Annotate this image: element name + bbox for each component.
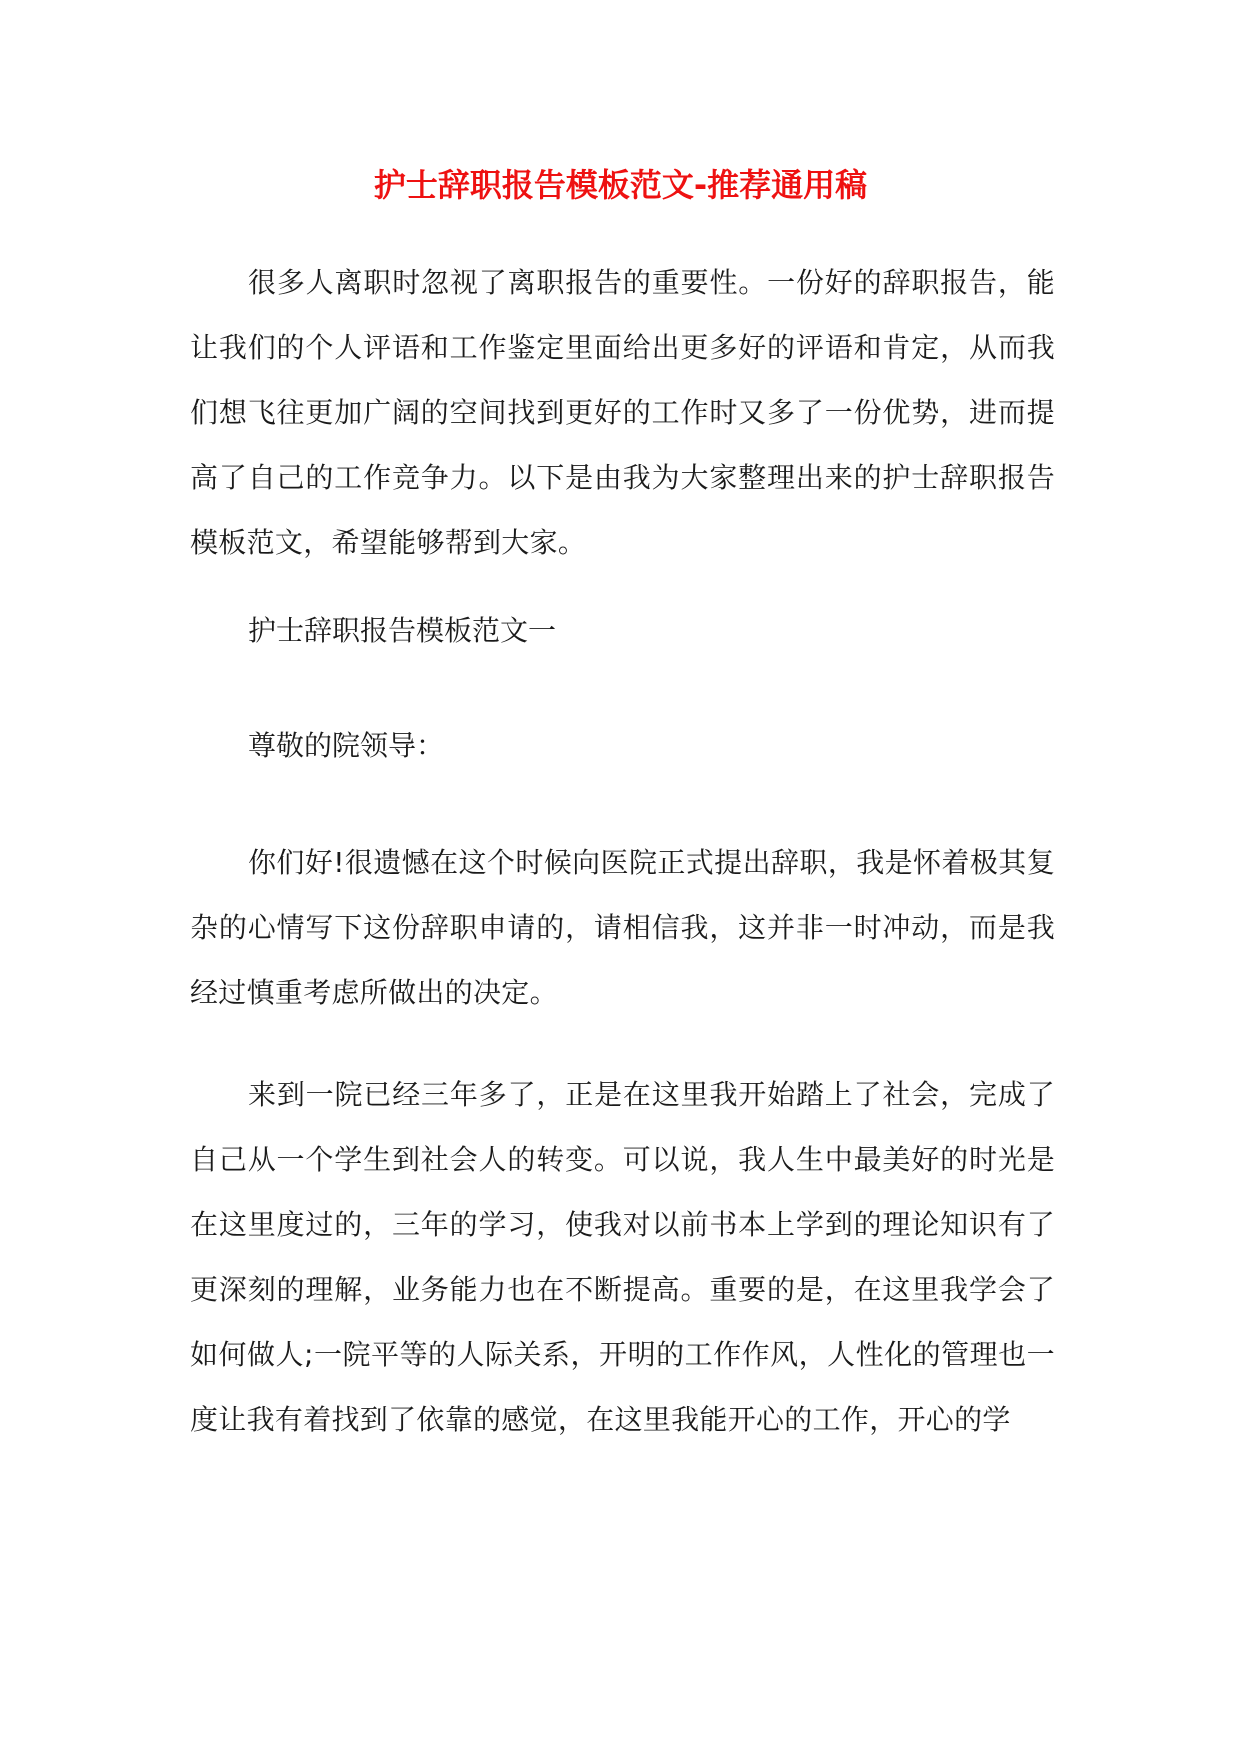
intro-paragraph: 很多人离职时忽视了离职报告的重要性。一份好的辞职报告，能让我们的个人评语和工作鉴定里面给出更多好的评语和肯定，从而我们想飞往更加广阔的空间找到更好的工作时又多了一份优势，进而提高了自己的工作竞争力。以下是由我为大家整理出来的护士辞职报告模板范文，希望能够帮到大家。 [190, 266, 1055, 559]
salutation: 尊敬的院领导： [248, 729, 445, 762]
section-heading: 护士辞职报告模板范文一 [248, 614, 557, 647]
paragraph-1: 你们好!很遗憾在这个时候向医院正式提出辞职，我是怀着极其复杂的心情写下这份辞职申请的，请相信我，这并非一时冲动，而是我经过慎重考虑所做出的决定。 [190, 846, 1055, 1009]
paragraph-2: 来到一院已经三年多了，正是在这里我开始踏上了社会，完成了自己从一个学生到社会人的转变。可以说，我人生中最美好的时光是在这里度过的，三年的学习，使我对以前书本上学到的理论知识有了更深刻的理解，业务能力也在不断提高。重要的是，在这里我学会了如何做人;一院平等的人际关系，开明的工作作风，人性化的管理也一度让我有着找到了依靠的感觉，在这里我能开心的工作，开心的学 [190, 1078, 1055, 1436]
document-title: 护士辞职报告模板范文-推荐通用稿 [373, 166, 868, 204]
